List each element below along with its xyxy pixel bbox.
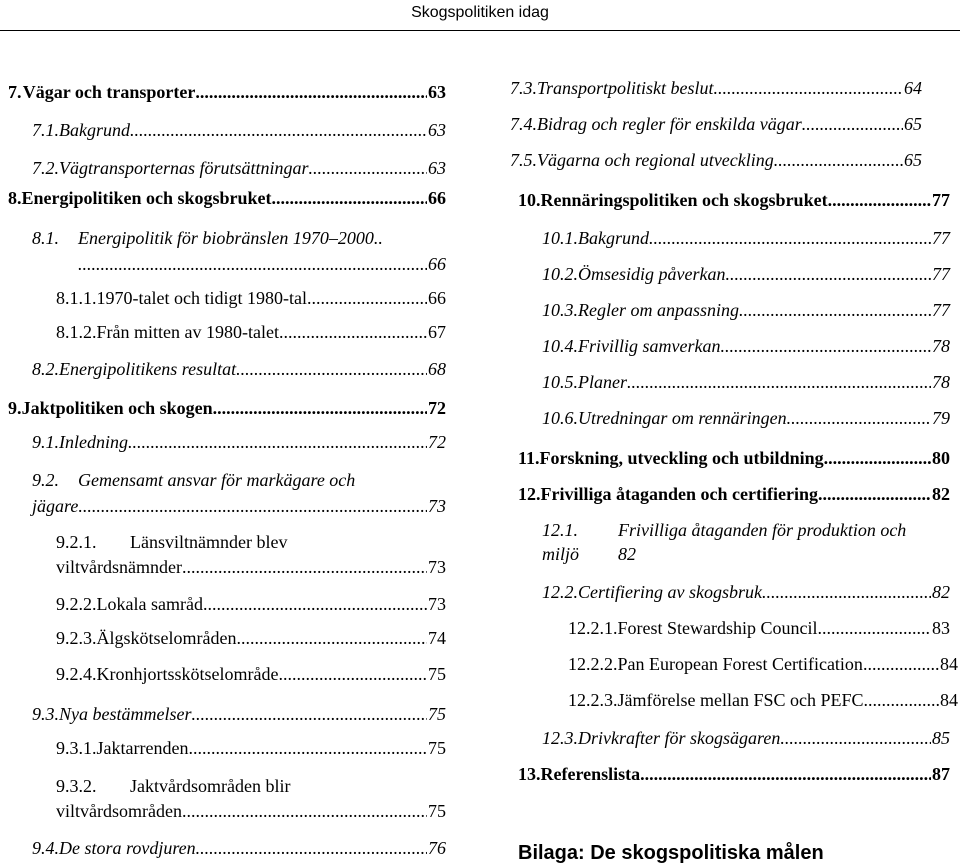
toc-entry-title: Drivkrafter för skogsägaren — [578, 728, 781, 748]
toc-page-number: 73 — [428, 594, 446, 614]
toc-dot-leader — [78, 494, 427, 518]
toc-entry — [542, 334, 950, 358]
toc-entry-title: 82 — [618, 544, 636, 564]
toc-entry-number: 7.5. — [510, 150, 537, 170]
toc-entry-title: Rennäringspolitiken och skogsbruket — [540, 190, 828, 210]
toc-entry-title: Kronhjortsskötselområde — [96, 664, 279, 684]
toc-dot-leader — [191, 702, 427, 726]
toc-page-number: 85 — [932, 728, 950, 748]
toc-entry-title: viltvårdsområden — [56, 801, 182, 821]
toc-dot-leader — [864, 688, 940, 712]
toc-entry — [568, 652, 958, 676]
toc-entry-continuation — [32, 494, 446, 518]
toc-entry — [32, 468, 446, 492]
toc-dot-leader — [774, 148, 903, 172]
toc-entry — [542, 226, 950, 250]
toc-entry-number: 9.3. — [32, 704, 59, 724]
toc-entry-title: Bakgrund — [578, 228, 649, 248]
toc-entry-number: 13. — [518, 764, 541, 784]
toc-dot-leader — [279, 320, 427, 344]
toc-entry — [518, 446, 950, 470]
toc-entry-title: Frivilliga åtaganden för produktion och — [618, 520, 907, 540]
toc-dot-leader — [130, 118, 427, 142]
toc-entry — [510, 76, 922, 100]
toc-entry-number: 9.1. — [32, 432, 59, 452]
toc-entry — [542, 262, 950, 286]
toc-entry — [542, 370, 950, 394]
toc-entry-title: Nya bestämmelser — [59, 704, 192, 724]
toc-entry-number: 11. — [518, 448, 540, 468]
toc-page-number: 67 — [428, 322, 446, 342]
toc-page-number: 66 — [428, 288, 446, 308]
toc-page-number: 72 — [428, 432, 446, 452]
toc-entry-number: 12.2. — [542, 582, 578, 602]
toc-entry-title: Länsviltnämnder blev — [130, 532, 288, 552]
toc-page-number: 66 — [428, 254, 446, 274]
toc-dot-leader — [78, 252, 427, 276]
toc-entry-title: jägare — [32, 496, 79, 516]
toc-entry-number: 10.1. — [542, 228, 578, 248]
toc-entry-number: 9.2. — [32, 470, 59, 490]
toc-entry-continuation — [542, 542, 958, 566]
toc-dot-leader — [787, 406, 931, 430]
toc-entry-continuation — [56, 555, 446, 579]
toc-entry-title: Bakgrund — [59, 120, 130, 140]
toc-entry — [56, 320, 446, 344]
toc-entry-title: Inledning — [59, 432, 128, 452]
toc-dot-leader — [182, 555, 427, 579]
toc-entry-title: Transportpolitiskt beslut — [537, 78, 714, 98]
toc-entry-number: 10.6. — [542, 408, 578, 428]
toc-entry — [8, 80, 446, 104]
toc-entry-number: 9.2.3. — [56, 628, 97, 648]
toc-entry-number: 9.4. — [32, 838, 59, 858]
toc-entry-number: miljö — [542, 544, 580, 564]
toc-entry-title: Energipolitik för biobränslen 1970–2000.. — [78, 228, 383, 248]
toc-entry-number: 7.1. — [32, 120, 59, 140]
toc-entry-number: 12.1. — [542, 520, 578, 540]
toc-entry-number: 8.1.2. — [56, 322, 97, 342]
toc-dot-leader — [720, 334, 931, 358]
toc-entry — [32, 156, 446, 180]
toc-entry — [510, 148, 922, 172]
toc-dot-leader — [649, 226, 931, 250]
toc-entry — [32, 357, 446, 381]
toc-entry — [542, 580, 950, 604]
toc-entry — [510, 112, 922, 136]
toc-entry — [542, 406, 950, 430]
toc-entry — [56, 286, 446, 310]
toc-dot-leader — [627, 370, 931, 394]
toc-entry-title: Forest Stewardship Council — [617, 618, 818, 638]
toc-dot-leader — [818, 616, 932, 640]
toc-entry-number: 10.5. — [542, 372, 578, 392]
toc-page-number: 63 — [428, 82, 446, 102]
toc-entry-number: 9.3.2. — [56, 776, 97, 796]
toc-entry-number: 10.2. — [542, 264, 578, 284]
toc-entry-number: 9.3.1. — [56, 738, 97, 758]
toc-entry-title: Jämförelse mellan FSC och PEFC — [617, 690, 864, 710]
toc-page-number: 84 — [940, 654, 958, 674]
toc-page-number: 73 — [428, 557, 446, 577]
toc-dot-leader — [203, 592, 427, 616]
toc-entry — [56, 736, 446, 760]
toc-entry-number: 9.2.4. — [56, 664, 97, 684]
toc-entry-continuation — [56, 799, 446, 823]
toc-entry — [8, 396, 446, 420]
toc-dot-leader — [182, 799, 427, 823]
toc-entry — [568, 688, 958, 712]
toc-entry — [568, 616, 950, 640]
toc-entry-number: 9. — [8, 398, 22, 418]
toc-entry-title: Certifiering av skogsbruk — [578, 582, 762, 602]
toc-dot-leader — [739, 298, 931, 322]
toc-entry-title: Referenslista — [540, 764, 641, 784]
toc-dot-leader — [309, 156, 427, 180]
toc-entry — [542, 298, 950, 322]
toc-entry-number: 12.2.1. — [568, 618, 618, 638]
toc-dot-leader — [128, 430, 427, 454]
toc-entry-title: Vägtransporternas förutsättningar — [59, 158, 309, 178]
toc-page-number: 83 — [932, 618, 950, 638]
toc-entry — [56, 626, 446, 650]
toc-entry-title: Vägar och transporter — [22, 82, 196, 102]
toc-page-number: 82 — [932, 484, 950, 504]
toc-entry-title: Utredningar om rennäringen — [578, 408, 787, 428]
toc-entry-title: Gemensamt ansvar för markägare och — [78, 470, 356, 490]
toc-entry-number: 9.2.2. — [56, 594, 97, 614]
toc-page-number: 65 — [904, 114, 922, 134]
toc-page-number: 75 — [428, 801, 446, 821]
toc-entry — [56, 530, 446, 554]
toc-entry-title: Jaktpolitiken och skogen — [21, 398, 213, 418]
toc-page-number: 77 — [932, 190, 950, 210]
toc-entry-number: 10.3. — [542, 300, 578, 320]
toc-page-number: 78 — [932, 336, 950, 356]
toc-dot-leader — [824, 446, 931, 470]
toc-entry — [518, 762, 950, 786]
toc-dot-leader — [278, 662, 427, 686]
toc-dot-leader — [828, 188, 931, 212]
toc-page-number: 73 — [428, 496, 446, 516]
toc-entry-number: 12. — [518, 484, 541, 504]
toc-entry-number: 8.1. — [32, 228, 59, 248]
toc-entry-title: Planer — [578, 372, 627, 392]
toc-page-number: 75 — [428, 704, 446, 724]
toc-entry-title: Pan European Forest Certification — [617, 654, 863, 674]
toc-page-number: 68 — [428, 359, 446, 379]
toc-entry-title: Frivilliga åtaganden och certifiering — [540, 484, 818, 504]
toc-dot-leader — [307, 286, 427, 310]
toc-entry-number: 10. — [518, 190, 541, 210]
toc-entry-title: Vägarna och regional utveckling — [537, 150, 774, 170]
toc-page-number: 72 — [428, 398, 446, 418]
toc-page-number: 77 — [932, 300, 950, 320]
toc-entry-continuation — [78, 252, 446, 276]
toc-dot-leader — [818, 482, 931, 506]
toc-dot-leader — [196, 836, 427, 860]
toc-entry-title: Ömsesidig påverkan — [578, 264, 726, 284]
toc-dot-leader — [802, 112, 903, 136]
toc-entry-title: Energipolitiken och skogsbruket — [21, 188, 272, 208]
toc-entry-title: Jaktvårdsområden blir — [130, 776, 291, 796]
toc-entry-title: Jaktarrenden — [96, 738, 189, 758]
toc-entry — [8, 186, 446, 210]
toc-entry-title: Lokala samråd — [96, 594, 203, 614]
toc-dot-leader — [762, 580, 931, 604]
toc-entry-number: 12.3. — [542, 728, 578, 748]
toc-entry-title: De stora rovdjuren — [59, 838, 196, 858]
toc-entry-number: 12.2.2. — [568, 654, 618, 674]
toc-page-number: 63 — [428, 158, 446, 178]
toc-dot-leader — [213, 396, 427, 420]
toc-entry — [32, 226, 446, 250]
toc-dot-leader — [272, 186, 427, 210]
toc-entry-number: 8.1.1. — [56, 288, 97, 308]
toc-page-number: 77 — [932, 228, 950, 248]
toc-page-number: 65 — [904, 150, 922, 170]
toc-page-number: 87 — [932, 764, 950, 784]
toc-entry — [32, 430, 446, 454]
toc-entry-title: Älgskötselområden — [96, 628, 237, 648]
toc-page-number: 80 — [932, 448, 950, 468]
toc-entry — [518, 482, 950, 506]
toc-entry-number: 8. — [8, 188, 22, 208]
toc-entry-number: 7.3. — [510, 78, 537, 98]
toc-page-number: 74 — [428, 628, 446, 648]
toc-entry-number: 7. — [8, 82, 22, 102]
toc-page-number: 76 — [428, 838, 446, 858]
toc-page-number: 64 — [904, 78, 922, 98]
toc-entry-title: Energipolitikens resultat — [59, 359, 237, 379]
toc-page-number: 75 — [428, 664, 446, 684]
toc-entry — [518, 188, 950, 212]
toc-entry-number: 8.2. — [32, 359, 59, 379]
toc-page-number: 66 — [428, 188, 446, 208]
toc-entry-title: Bidrag och regler för enskilda vägar — [537, 114, 802, 134]
toc-entry — [56, 662, 446, 686]
toc-dot-leader — [195, 80, 427, 104]
toc-page-number: 75 — [428, 738, 446, 758]
toc-dot-leader — [780, 726, 931, 750]
toc-entry-number: 7.2. — [32, 158, 59, 178]
toc-page-number: 77 — [932, 264, 950, 284]
toc-entry — [32, 836, 446, 860]
toc-entry-number: 12.2.3. — [568, 690, 618, 710]
toc-dot-leader — [640, 762, 931, 786]
toc-dot-leader — [236, 626, 427, 650]
toc-dot-leader — [714, 76, 903, 100]
toc-entry — [32, 702, 446, 726]
toc-entry — [56, 774, 446, 798]
toc-page-number: 82 — [932, 582, 950, 602]
toc-entry-title: Forskning, utveckling och utbildning — [539, 448, 824, 468]
toc-entry-title: Från mitten av 1980-talet — [96, 322, 279, 342]
toc-page-number: 79 — [932, 408, 950, 428]
toc-dot-leader — [863, 652, 939, 676]
toc-entry-title: Regler om anpassning — [578, 300, 739, 320]
toc-entry-number: 10.4. — [542, 336, 578, 356]
toc-page-number: 78 — [932, 372, 950, 392]
toc-page-number: 84 — [940, 690, 958, 710]
toc-page-number: 63 — [428, 120, 446, 140]
toc-entry-number: 9.2.1. — [56, 532, 97, 552]
appendix-heading: Bilaga: De skogspolitiska målen — [518, 842, 824, 864]
toc-entry-title: 1970-talet och tidigt 1980-tal — [96, 288, 307, 308]
toc-entry — [32, 118, 446, 142]
toc-dot-leader — [188, 736, 427, 760]
header-rule — [0, 30, 960, 31]
toc-dot-leader — [236, 357, 427, 381]
toc-entry — [542, 518, 958, 542]
running-header: Skogspolitiken idag — [411, 4, 549, 21]
toc-entry-number: 7.4. — [510, 114, 537, 134]
toc-entry-title: viltvårdsnämnder — [56, 557, 182, 577]
toc-entry-title: Frivillig samverkan — [578, 336, 721, 356]
toc-dot-leader — [725, 262, 931, 286]
toc-entry — [56, 592, 446, 616]
toc-entry — [542, 726, 950, 750]
